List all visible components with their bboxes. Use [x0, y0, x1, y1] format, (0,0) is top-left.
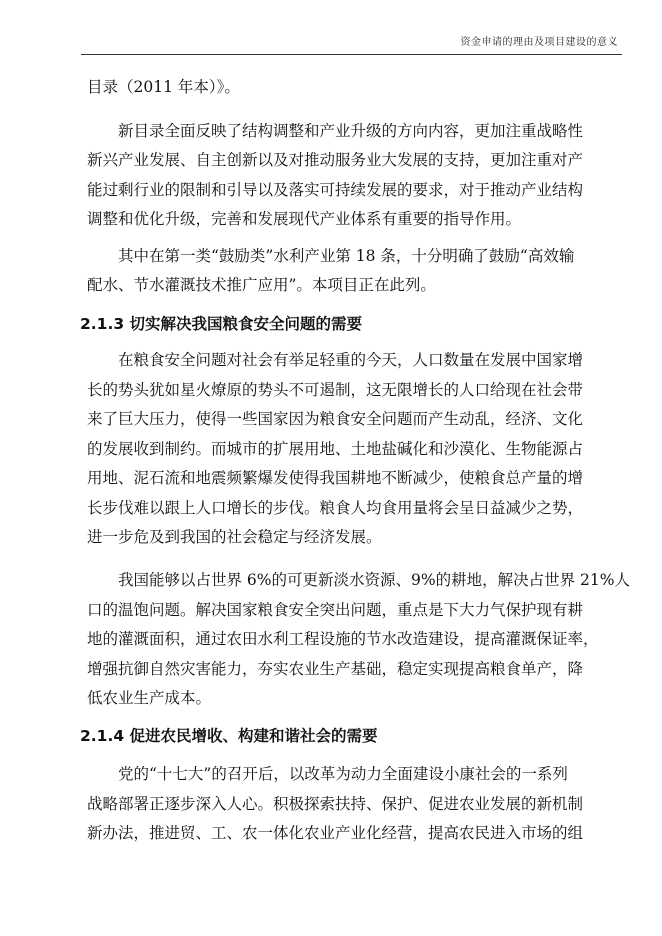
paragraph-line: 来了巨大压力，使得一些国家因为粮食安全问题而产生动乱，经济、文化 — [87, 410, 584, 428]
header-divider — [81, 54, 622, 55]
paragraph-line: 口的温饱问题。解决国家粮食安全突出问题，重点是下大力气保护现有耕 — [87, 601, 584, 619]
paragraph-line: 在粮食安全问题对社会有举足轻重的今天，人口数量在发展中国家增 — [118, 351, 584, 369]
section-heading-2-1-4: 2.1.4 促进农民增收、构建和谐社会的需要 — [80, 727, 378, 745]
paragraph-line: 新办法，推进贸、工、农一体化农业产业化经营，提高农民进入市场的组 — [87, 824, 584, 842]
intro-line: 目录（2011 年本）》。 — [87, 78, 240, 96]
paragraph-line: 地的灌溉面积，通过农田水利工程设施的节水改造建设，提高灌溉保证率， — [87, 630, 599, 648]
paragraph-line: 低农业生产成本。 — [87, 689, 212, 707]
paragraph-line: 进一步危及到我国的社会稳定与经济发展。 — [87, 528, 382, 546]
paragraph-line: 增强抗御自然灾害能力，夯实农业生产基础，稳定实现提高粮食单产，降 — [87, 660, 584, 678]
section-heading-2-1-3: 2.1.3 切实解决我国粮食安全问题的需要 — [80, 315, 363, 333]
paragraph-line: 能过剩行业的限制和引导以及落实可持续发展的要求，对于推动产业结构 — [87, 181, 584, 199]
paragraph-line: 配水、节水灌溉技术推广应用”。本项目正在此列。 — [87, 276, 436, 294]
paragraph-line: 新兴产业发展、自主创新以及对推动服务业大发展的支持，更加注重对产 — [87, 151, 584, 169]
paragraph-line: 我国能够以占世界 6%的可更新淡水资源、9%的耕地，解决占世界 21%人 — [118, 571, 630, 589]
paragraph-line: 长的势头犹如星火燎原的势头不可遏制，这无限增长的人口给现在社会带 — [87, 381, 584, 399]
paragraph-line: 调整和优化升级，完善和发展现代产业体系有重要的指导作用。 — [87, 210, 522, 228]
page-header-title: 资金申请的理由及项目建设的意义 — [460, 37, 618, 48]
paragraph-line: 新目录全面反映了结构调整和产业升级的方向内容，更加注重战略性 — [118, 122, 584, 140]
paragraph-line: 党的“十七大”的召开后，以改革为动力全面建设小康社会的一系列 — [118, 765, 568, 783]
paragraph-line: 其中在第一类“鼓励类”水利产业第 18 条，十分明确了鼓励“高效输 — [118, 247, 575, 265]
paragraph-line: 长步伐难以跟上人口增长的步伐。粮食人均食用量将会呈日益减少之势， — [87, 499, 584, 517]
paragraph-line: 的发展收到制约。而城市的扩展用地、土地盐碱化和沙漠化、生物能源占 — [87, 440, 584, 458]
paragraph-line: 用地、泥石流和地震频繁爆发使得我国耕地不断减少，使粮食总产量的增 — [87, 469, 584, 487]
paragraph-line: 战略部署正逐步深入人心。积极探索扶持、保护、促进农业发展的新机制 — [87, 795, 584, 813]
